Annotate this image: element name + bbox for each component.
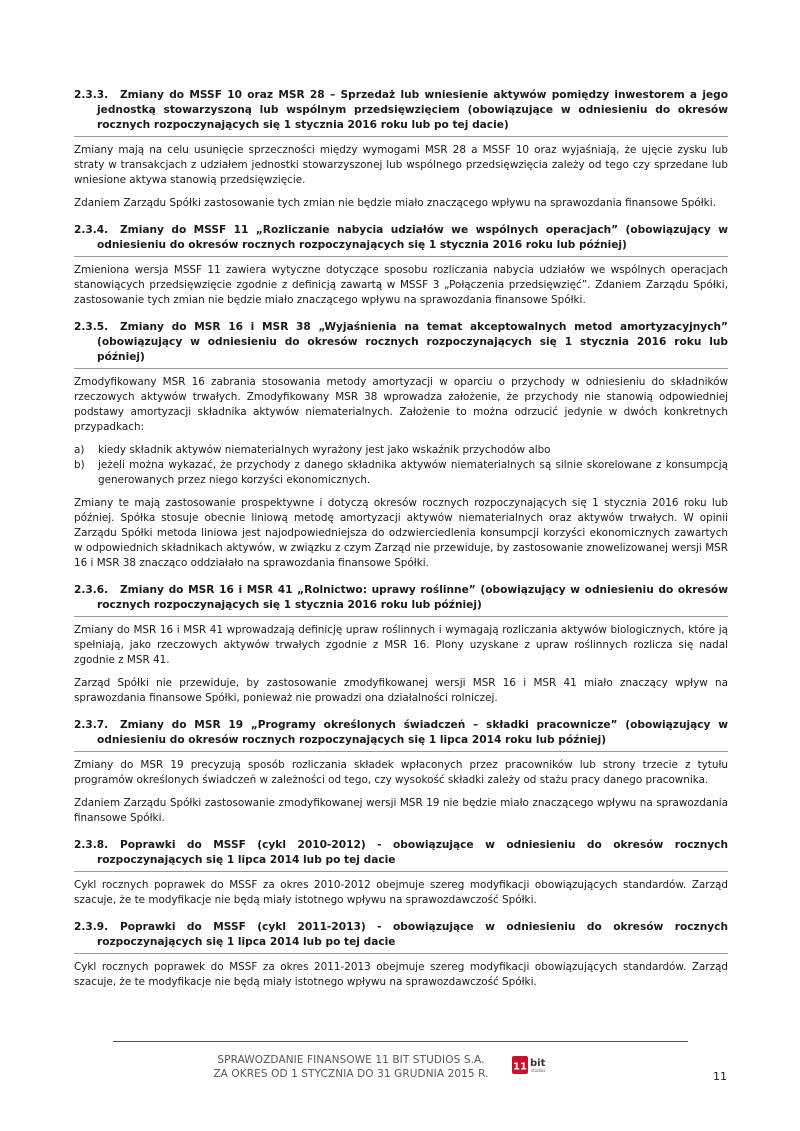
list-item <box>74 443 728 458</box>
section-title: Zmiany do MSR 19 „Programy określonych świadczeń – składki pracownicze” (obowiązujący w odniesieniu do okresów rocznych rozpoczynających się 1 lipca 2014 roku lub później) <box>97 719 728 746</box>
footer-divider <box>113 1041 688 1042</box>
section-heading <box>74 838 728 872</box>
svg-text:11: 11 <box>513 1061 527 1073</box>
page-content <box>74 88 728 1002</box>
section-title: Zmiany do MSSF 11 „Rozliczanie nabycia udziałów we wspólnych operacjach” (obowiązujący w odniesieniu do okresów rocznych rozpoczynających się 1 stycznia 2016 roku lub później) <box>97 224 728 251</box>
section-number: 2.3.5. <box>74 321 109 333</box>
footer-line-2: ZA OKRES OD 1 STYCZNIA DO 31 GRUDNIA 2015 R. <box>213 1068 489 1080</box>
section-heading <box>74 223 728 257</box>
section-2-3-4 <box>74 223 728 308</box>
section-number: 2.3.7. <box>74 719 109 731</box>
section-2-3-7 <box>74 718 728 826</box>
paragraph: Zmiany te mają zastosowanie prospektywne i dotyczą okresów rocznych rozpoczynających się 1 stycznia 2016 roku lub później. Spółka stosuje obecnie liniową metodę amortyzacji aktywów niematerialnych oraz aktywów trwałych. W opinii Zarządu Spółki metoda liniowa jest najodpowiedniejsza do odzwierciedlenia konsumpcji korzyści ekonomicznych zawartych w odpowiednich składnikach aktywów, w związku z czym Zarząd nie przewiduje, by zastosowanie znowelizowanej wersji MSR 16 i MSR 38 znacząco oddziałało na sprawozdania finansowe Spółki. <box>74 497 728 569</box>
paragraph: Zmodyfikowany MSR 16 zabrania stosowania metody amortyzacji w oparciu o przychody w odniesieniu do składników rzeczowych aktywów trwałych. Zmodyfikowany MSR 38 wprowadza założenie, że przychody nie stanowią odpowiedniej podstawy amortyzacji składnika aktywów niematerialnych. Założenie to można odrzucić jedynie w dwóch konkretnych przypadkach: <box>74 376 728 433</box>
list-item-text: jeżeli można wykazać, że przychody z danego składnika aktywów niematerialnych są silnie skorelowane z konsumpcją generowanych przez niego korzyści ekonomicznych. <box>98 459 728 486</box>
section-heading <box>74 320 728 369</box>
paragraph: Zmiany do MSR 19 precyzują sposób rozliczania składek wpłaconych przez pracowników lub strony trzecie z tytułu programów określonych świadczeń w zależności od tego, czy wysokość składki zależy od stażu pracy danego pracownika. <box>74 759 728 786</box>
section-2-3-5 <box>74 320 728 571</box>
section-2-3-6 <box>74 583 728 706</box>
section-2-3-8 <box>74 838 728 908</box>
list-item-text: kiedy składnik aktywów niematerialnych wyrażony jest jako wskaźnik przychodów albo <box>98 444 551 456</box>
footer-text <box>196 1053 506 1081</box>
lettered-list <box>74 443 728 488</box>
section-number: 2.3.9. <box>74 921 109 933</box>
paragraph: Zdaniem Zarządu Spółki zastosowanie zmodyfikowanej wersji MSR 19 nie będzie miało znaczącego wpływu na sprawozdania finansowe Spółki. <box>74 797 728 824</box>
company-logo-icon <box>512 1055 562 1075</box>
section-number: 2.3.3. <box>74 89 109 101</box>
section-number: 2.3.4. <box>74 224 109 236</box>
section-2-3-9 <box>74 920 728 990</box>
section-heading <box>74 920 728 954</box>
paragraph: Zmiany mają na celu usunięcie sprzeczności między wymogami MSR 28 a MSSF 10 oraz wyjaśniają, że ujęcie zysku lub straty w transakcjach z udziałem jednostki stowarzyszonej lub wspólnego przedsięwzięcia zależy od tego czy sprzedane lub wniesione aktywa stanowią przedsięwzięcie. <box>74 144 728 186</box>
section-number: 2.3.8. <box>74 839 109 851</box>
paragraph: Zmieniona wersja MSSF 11 zawiera wytyczne dotyczące sposobu rozliczania nabycia udziałów we wspólnych operacjach stanowiących przedsięwzięcie zgodnie z definicją zawartą w MSSF 3 „Połączenia przedsięwzięć”. Zdaniem Zarządu Spółki, zastosowanie tych zmian nie będzie miało znaczącego wpływu na sprawozdania finansowe Spółki. <box>74 264 728 306</box>
section-title: Zmiany do MSSF 10 oraz MSR 28 – Sprzedaż lub wniesienie aktywów pomiędzy inwestorem a jego jednostką stowarzyszoną lub wspólnym przedsięwzięciem (obowiązujące w odniesieniu do okresów rocznych rozpoczynających się 1 stycznia 2016 roku lub po tej dacie) <box>97 89 728 131</box>
section-heading <box>74 88 728 137</box>
section-title: Zmiany do MSR 16 i MSR 41 „Rolnictwo: uprawy roślinne” (obowiązujący w odniesieniu do okresów rocznych rozpoczynających się 1 stycznia 2016 roku lub później) <box>97 584 728 611</box>
svg-text:studios: studios <box>531 1068 546 1073</box>
list-marker: b) <box>74 459 85 471</box>
paragraph: Cykl rocznych poprawek do MSSF za okres 2010-2012 obejmuje szereg modyfikacji obowiązujących standardów. Zarząd szacuje, że te modyfikacje nie będą miały istotnego wpływu na sprawozdawczość Spółki. <box>74 879 728 906</box>
section-2-3-3 <box>74 88 728 211</box>
section-title: Zmiany do MSR 16 i MSR 38 „Wyjaśnienia na temat akceptowalnych metod amortyzacyjnych” (obowiązujący w odniesieniu do okresów rocznych rozpoczynających się 1 stycznia 2016 roku lub później) <box>97 321 728 363</box>
paragraph: Cykl rocznych poprawek do MSSF za okres 2011-2013 obejmuje szereg modyfikacji obowiązujących standardów. Zarząd szacuje, że te modyfikacje nie będą miały istotnego wpływu na sprawozdawczość Spółki. <box>74 961 728 988</box>
paragraph: Zdaniem Zarządu Spółki zastosowanie tych zmian nie będzie miało znaczącego wpływu na sprawozdania finansowe Spółki. <box>74 197 716 209</box>
page-number: 11 <box>713 1070 727 1083</box>
section-heading <box>74 718 728 752</box>
svg-text:bit: bit <box>530 1058 546 1069</box>
footer-line-1: SPRAWOZDANIE FINANSOWE 11 BIT STUDIOS S.A. <box>217 1054 485 1066</box>
paragraph: Zmiany do MSR 16 i MSR 41 wprowadzają definicję upraw roślinnych i wymagają rozliczania aktywów biologicznych, które ją spełniają, jako rzeczowych aktywów trwałych zgodnie z MSR 16. Plony uzyskane z upraw roślinnych rozlicza się nadal zgodnie z MSR 41. <box>74 624 728 666</box>
section-title: Poprawki do MSSF (cykl 2011-2013) - obowiązujące w odniesieniu do okresów rocznych rozpoczynających się 1 lipca 2014 lub po tej dacie <box>97 921 728 948</box>
list-item <box>74 458 728 488</box>
section-heading <box>74 583 728 617</box>
paragraph: Zarząd Spółki nie przewiduje, by zastosowanie zmodyfikowanej wersji MSR 16 i MSR 41 miało znaczący wpływ na sprawozdania finansowe Spółki, ponieważ nie prowadzi ona działalności rolniczej. <box>74 677 728 704</box>
section-number: 2.3.6. <box>74 584 109 596</box>
section-title: Poprawki do MSSF (cykl 2010-2012) - obowiązujące w odniesieniu do okresów rocznych rozpoczynających się 1 lipca 2014 lub po tej dacie <box>97 839 728 866</box>
list-marker: a) <box>74 444 85 456</box>
